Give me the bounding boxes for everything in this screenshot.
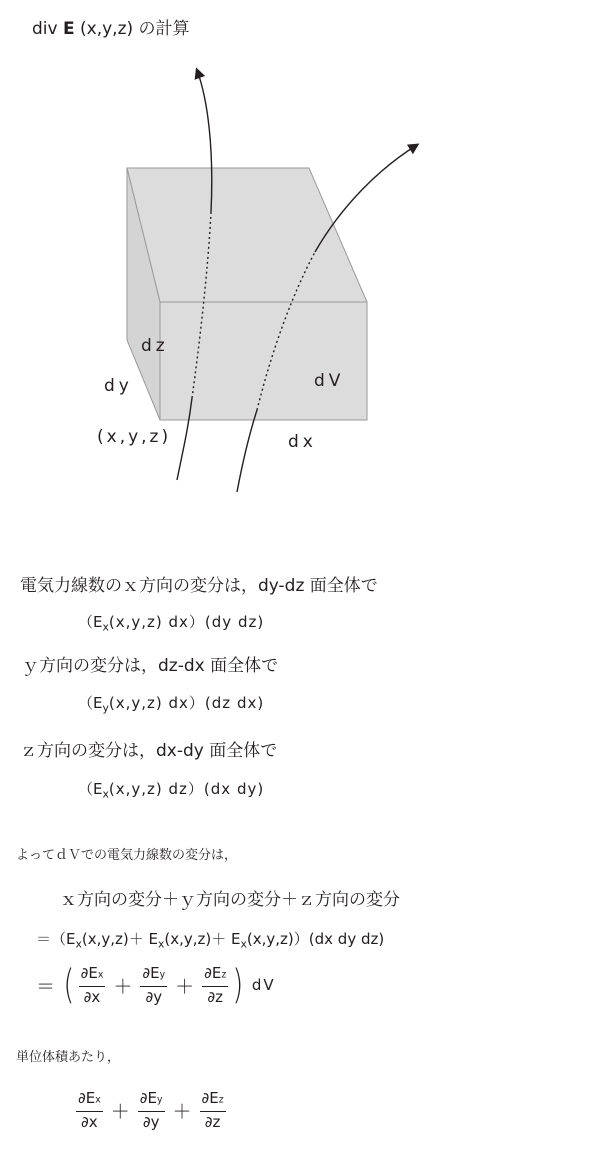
expr3-sub: x <box>102 787 109 801</box>
final-fraction-dEy-dy: $\frac{\partial Ey}{\partial y}$ <box>139 1089 163 1131</box>
title-bold-E: E <box>62 19 75 39</box>
label-dx: dx <box>288 432 317 452</box>
fraction-dEz-dz: $\frac{\partial Ez}{\partial z}$ <box>204 964 227 1006</box>
expr-x-variation: （$E_x(x,y,z)$ dx）(dy dz) <box>78 613 265 634</box>
final-fraction-dEz-dz: $\frac{\partial Ez}{\partial z}$ <box>201 1089 224 1131</box>
final-fraction-dEx-dx: $\frac{\partial Ex}{\partial x}$ <box>78 1089 101 1131</box>
expr-z-variation: （$E_x(x,y,z)$ dz）(dx dy) <box>78 780 265 801</box>
expr2-sub: y <box>102 701 109 715</box>
expr3-rest: (x,y,z) dz）(dx dy) <box>108 780 265 798</box>
label-dV: dV <box>314 371 345 391</box>
expr1-rest: (x,y,z) dx）(dy dz) <box>108 613 265 631</box>
box-top-face <box>127 168 367 302</box>
right-paren: ) <box>232 962 244 1008</box>
label-dy: dy <box>104 376 133 396</box>
label-dz: dz <box>141 336 169 356</box>
text-x-direction: 電気力線数のｘ方向の変分は，dy-dz 面全体で <box>20 576 378 596</box>
expr3-E: E <box>93 780 103 798</box>
expr2-E: E <box>93 694 103 712</box>
equation-divergence-dV: ＝ ( $\frac{\partial Ex}{\partial x}$ ＋ $\frac{\partial Ey}{\partial y}$ ＋ $\frac{\partial Ez}{\partial z}$ ) dV <box>36 962 276 1008</box>
left-paren: ( <box>63 962 75 1008</box>
label-point-xyz: (x,y,z) <box>97 427 172 447</box>
divergence-expression: $\frac{\partial Ex}{\partial x}$ ＋ $\frac{\partial Ey}{\partial y}$ ＋ $\frac{\partial Ez}{\partial z}$ <box>78 1089 224 1131</box>
title-prefix: div <box>32 19 58 39</box>
field-line-right-lower <box>237 410 257 492</box>
expr-y-variation: （$E_y(x,y,z)$ dx）(dz dx) <box>78 694 265 715</box>
fraction-dEx-dx: $\frac{\partial Ex}{\partial x}$ <box>80 964 104 1006</box>
text-per-unit-volume: 単位体積あたり， <box>16 1050 121 1065</box>
expr1-sub: x <box>102 620 109 634</box>
text-z-direction: ｚ方向の変分は，dx-dy 面全体で <box>20 741 278 761</box>
title-args: (x,y,z) <box>80 19 134 39</box>
text-therefore: よってｄＶでの電気力線数の変分は， <box>16 848 238 863</box>
equation-sum: $=(E_x(x,y,z)+ E_x(x,y,z)+ E_x(x,y,z))(dx$ dy dz) <box>36 930 385 951</box>
title-suffix: の計算 <box>138 19 190 39</box>
eq2-dV: dV <box>251 976 276 994</box>
text-y-direction: ｙ方向の変分は，dz-dx 面全体で <box>22 656 279 676</box>
text-sum-of-variations: ｘ方向の変分＋ｙ方向の変分＋ｚ方向の変分 <box>60 890 400 910</box>
expr2-rest: (x,y,z) dx）(dz dx) <box>108 694 265 712</box>
fraction-dEy-dy: $\frac{\partial Ey}{\partial y}$ <box>142 964 166 1006</box>
eq2-equals: ＝ <box>36 975 56 998</box>
expr1-E: E <box>93 613 103 631</box>
